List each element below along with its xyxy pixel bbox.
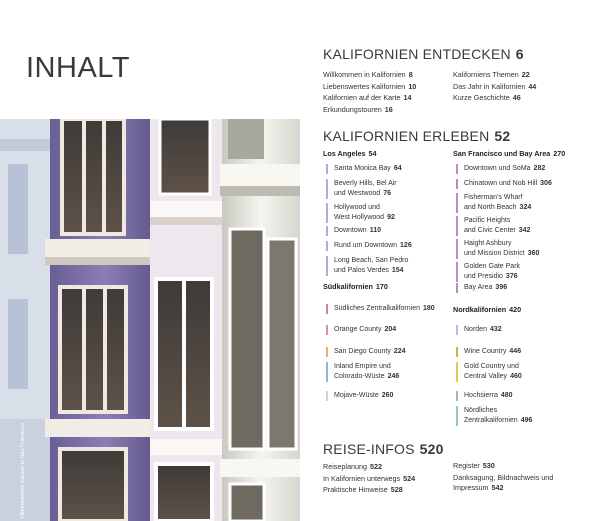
toc-subentry[interactable]: Inland Empire und Colorado-Wüste 246 — [326, 362, 399, 382]
infos-left-list — [323, 461, 415, 496]
toc-entry[interactable]: Reiseplanung 522 — [323, 462, 382, 471]
color-bar — [326, 226, 328, 236]
color-bar — [456, 193, 458, 213]
region-san-francisco[interactable]: San Francisco und Bay Area 270 — [453, 149, 566, 158]
color-bar — [456, 362, 458, 382]
toc-subentry[interactable]: Nördliches Zentralkalifornien 496 — [456, 406, 532, 426]
color-bar — [456, 391, 458, 401]
toc-subentry[interactable]: Hollywood und West Hollywood 92 — [326, 203, 395, 223]
color-bar — [456, 283, 458, 293]
entdecken-right-list — [453, 69, 536, 104]
toc-entry[interactable]: Kaliforniens Themen 22 — [453, 70, 530, 79]
toc-subentry[interactable]: Beverly Hills, Bel Air und Westwood 76 — [326, 179, 397, 199]
section-title-erleben[interactable]: KALIFORNIEN ERLEBEN 52 — [323, 128, 511, 144]
region-suedkalifornien[interactable]: Südkalifornien 170 — [323, 282, 388, 291]
color-bar — [326, 304, 328, 314]
color-bar — [456, 216, 458, 236]
toc-entry[interactable]: Willkommen in Kalifornien 8 — [323, 70, 413, 79]
color-bar — [456, 325, 458, 335]
color-bar — [456, 239, 458, 259]
toc-subentry[interactable]: Fisherman's Wharf and North Beach 324 — [456, 193, 531, 213]
toc-subentry[interactable]: Rund um Downtown 126 — [326, 241, 412, 251]
entdecken-left-list — [323, 69, 416, 115]
toc-entry[interactable]: Register 530 — [453, 461, 495, 470]
color-bar — [326, 203, 328, 223]
color-bar — [456, 164, 458, 174]
color-bar — [326, 391, 328, 401]
color-bar — [326, 179, 328, 199]
toc-subentry[interactable]: Mojave-Wüste 260 — [326, 391, 393, 401]
region-nordkalifornien[interactable]: Nordkalifornien 420 — [453, 305, 522, 314]
color-bar — [326, 241, 328, 251]
toc-entry[interactable]: Danksagung, Bildnachweis und Impressum 542 — [453, 473, 554, 492]
region-los-angeles[interactable]: Los Angeles 54 — [323, 149, 377, 158]
toc-subentry[interactable]: Downtown und SoMa 282 — [456, 164, 545, 174]
section-title-entdecken[interactable]: KALIFORNIEN ENTDECKEN 6 — [323, 46, 524, 62]
toc-subentry[interactable]: Long Beach, San Pedro und Palos Verdes 154 — [326, 256, 408, 276]
toc-entry[interactable]: Kurze Geschichte 46 — [453, 93, 521, 103]
toc-subentry[interactable]: Pacific Heights and Civic Center 342 — [456, 216, 530, 236]
toc-entry[interactable]: Kalifornien auf der Karte 14 — [323, 93, 412, 103]
color-bar — [326, 256, 328, 276]
toc-entry[interactable]: Praktische Hinweise 528 — [323, 485, 403, 495]
toc-entry[interactable]: In Kalifornien unterwegs 524 — [323, 473, 416, 483]
toc-entry[interactable]: Erkundungstouren 16 — [323, 104, 393, 114]
toc-subentry[interactable]: Hochsierra 480 — [456, 391, 513, 401]
toc-subentry[interactable]: Gold Country und Central Valley 460 — [456, 362, 522, 382]
toc-subentry[interactable]: Chinatown und Nob Hill 306 — [456, 179, 552, 189]
toc-subentry[interactable]: Orange County 204 — [326, 325, 396, 335]
color-bar — [326, 164, 328, 174]
infos-right-list — [453, 461, 553, 493]
color-bar — [456, 179, 458, 189]
toc-subentry[interactable]: Haight Ashbury und Mission District 360 — [456, 239, 539, 259]
toc-subentry[interactable]: Südliches Zentralkalifornien 180 — [326, 304, 435, 314]
toc-subentry[interactable]: Norden 432 — [456, 325, 502, 335]
toc-entry[interactable]: Liebenswertes Kalifornien 10 — [323, 81, 417, 91]
color-bar — [456, 406, 458, 426]
victorian-houses-photo — [0, 119, 300, 521]
page-title: INHALT — [26, 52, 130, 84]
color-bar — [326, 325, 328, 335]
toc-subentry[interactable]: Golden Gate Park und Presidio 376 — [456, 262, 520, 282]
toc-subentry[interactable]: Downtown 110 — [326, 226, 381, 236]
toc-entry[interactable]: Das Jahr in Kalifornien 44 — [453, 81, 537, 91]
toc-subentry[interactable]: Santa Monica Bay 64 — [326, 164, 402, 174]
toc-subentry[interactable]: San Diego County 224 — [326, 347, 406, 357]
photo-credit: Viktorianische Häuser in San Francisco — [20, 423, 26, 519]
color-bar — [456, 262, 458, 282]
houses-illustration — [0, 119, 300, 521]
toc-subentry[interactable]: Bay Area 396 — [456, 283, 507, 293]
color-bar — [326, 362, 328, 382]
section-title-reise-infos[interactable]: REISE-INFOS 520 — [323, 441, 444, 457]
toc-subentry[interactable]: Wine Country 446 — [456, 347, 521, 357]
color-bar — [326, 347, 328, 357]
color-bar — [456, 347, 458, 357]
